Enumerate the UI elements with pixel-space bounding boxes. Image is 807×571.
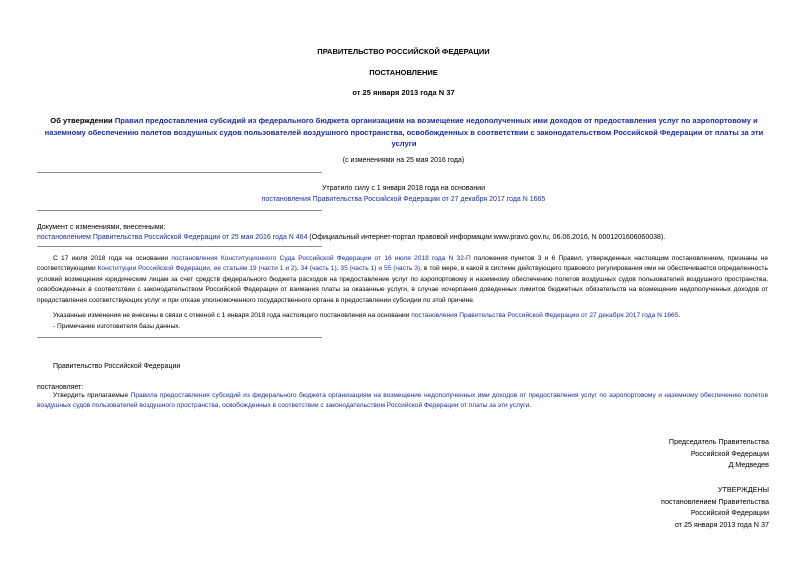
court-note-paragraph xyxy=(37,254,768,306)
changes-source: (Официальный интернет-портал правовой информации www.pravo.gov.ru, 06.06.2016, N 0001201606060038). xyxy=(307,234,666,241)
changes-line xyxy=(37,233,777,242)
court-note-text: , в той мере, в какой в системе действующего правового регулирования ими не обеспечивается определенность условий возмещения юридическим лицам за счет средств федерального бюджета расходов на предоставление услуг по аэропортовому и наземному обеспечению полетов воздушных судов пользователей воздушного пространства, освобожденных в соответствии с законодательством Российской Федерации от взимания платы за оказанные услуги, в случае исчерпания доведенных лимитов бюджетных обязательств на возмещение недополученных доходов от предоставления соответствующих услуг и при отказе уполномоченного государственного органа в предоставлении субсидии по этой причине. xyxy=(37,265,768,304)
decides-word: постановляет: xyxy=(37,384,84,391)
divider xyxy=(37,246,322,247)
constitution-link[interactable]: Конституции Российской Федерации, ее статьям 19 (части 1 и 2), 34 (часть 1), 35 (часть 1) и 55 (часть 3) xyxy=(97,265,421,273)
expiry-text: Утратило силу с 1 января 2018 года на основании xyxy=(321,185,486,192)
note-text: . xyxy=(678,312,681,319)
court-note-text: положения пунктов 3 и 6 Правил, утвержденных настоящим постановлением, признаны не соответствующими xyxy=(37,255,768,273)
signature-position: Председатель Правительства xyxy=(668,437,769,446)
signature-country: Российской Федерации xyxy=(690,448,769,458)
changes-not-applied-paragraph xyxy=(37,311,768,321)
rules-title-link[interactable]: Правил предоставления субсидий из федерального бюджета организациям на возмещение недополученных ими доходов от предоставления услуг по аэропортовому и наземному обеспечению полетов воздушных судов пользователей воздушного пространства, освобожденных в соответствии с законодательством Российской Федерации от платы за эти услуги xyxy=(44,116,764,149)
title-prefix: Об утверждении xyxy=(50,116,115,125)
court-decision-link[interactable]: постановления Конституционного Суда Российской Федерации от 16 июля 2018 года N 32-П xyxy=(171,255,471,262)
divider xyxy=(37,172,322,173)
document-type: ПОСТАНОВЛЕНИЕ xyxy=(369,68,438,77)
changes-link[interactable]: постановлением Правительства Российской Федерации от 25 мая 2016 года N 464 xyxy=(37,234,308,241)
expiry-link[interactable]: постановления Правительства Российской Федерации от 27 декабря 2017 года N 1665 xyxy=(261,196,546,203)
document-title xyxy=(44,115,764,150)
approve-text: Утвердить прилагаемые xyxy=(53,392,131,399)
signature-name: Д.Медведев xyxy=(728,460,769,469)
divider xyxy=(37,210,322,211)
approve-text: . xyxy=(529,402,532,410)
approved-date: от 25 января 2013 года N 37 xyxy=(674,519,769,529)
court-note-text: С 17 июля 2018 года на основании xyxy=(53,255,172,262)
approved-rules-link[interactable]: Правила предоставления субсидий из федерального бюджета организациям на возмещение недополученных ими доходов от предоставления услуг по аэропортовому и наземному обеспечению полетов воздушных судов пользователей воздушного пространства, освобожденных в соответствии с законодательством Российской Федерации от платы за эти услуги xyxy=(37,392,768,410)
divider xyxy=(37,337,322,338)
approved-block xyxy=(661,484,769,530)
database-note: - Примечание изготовителя базы данных. xyxy=(53,323,181,330)
approved-heading: УТВЕРЖДЕНЫ xyxy=(717,485,769,494)
government-name: ПРАВИТЕЛЬСТВО РОССИЙСКОЙ ФЕДЕРАЦИИ xyxy=(317,47,490,56)
government-signatory: Правительство Российской Федерации xyxy=(53,363,181,370)
signature-block xyxy=(669,436,769,471)
approved-by: постановлением Правительства xyxy=(661,496,769,506)
approved-country: Российской Федерации xyxy=(690,508,769,517)
approve-paragraph xyxy=(37,391,768,412)
amendments-note: (с изменениями на 25 мая 2016 года) xyxy=(342,157,465,164)
note-text: Указанные изменения не внесены в связи с отменой с 1 января 2018 года настоящего постановления на основании xyxy=(53,312,412,319)
document-date-number: от 25 января 2013 года N 37 xyxy=(352,88,455,97)
changes-label: Документ с изменениями, внесенными: xyxy=(37,224,166,231)
repeal-decree-link[interactable]: постановления Правительства Российской Федерации от 27 декабря 2017 года N 1665 xyxy=(411,312,679,319)
